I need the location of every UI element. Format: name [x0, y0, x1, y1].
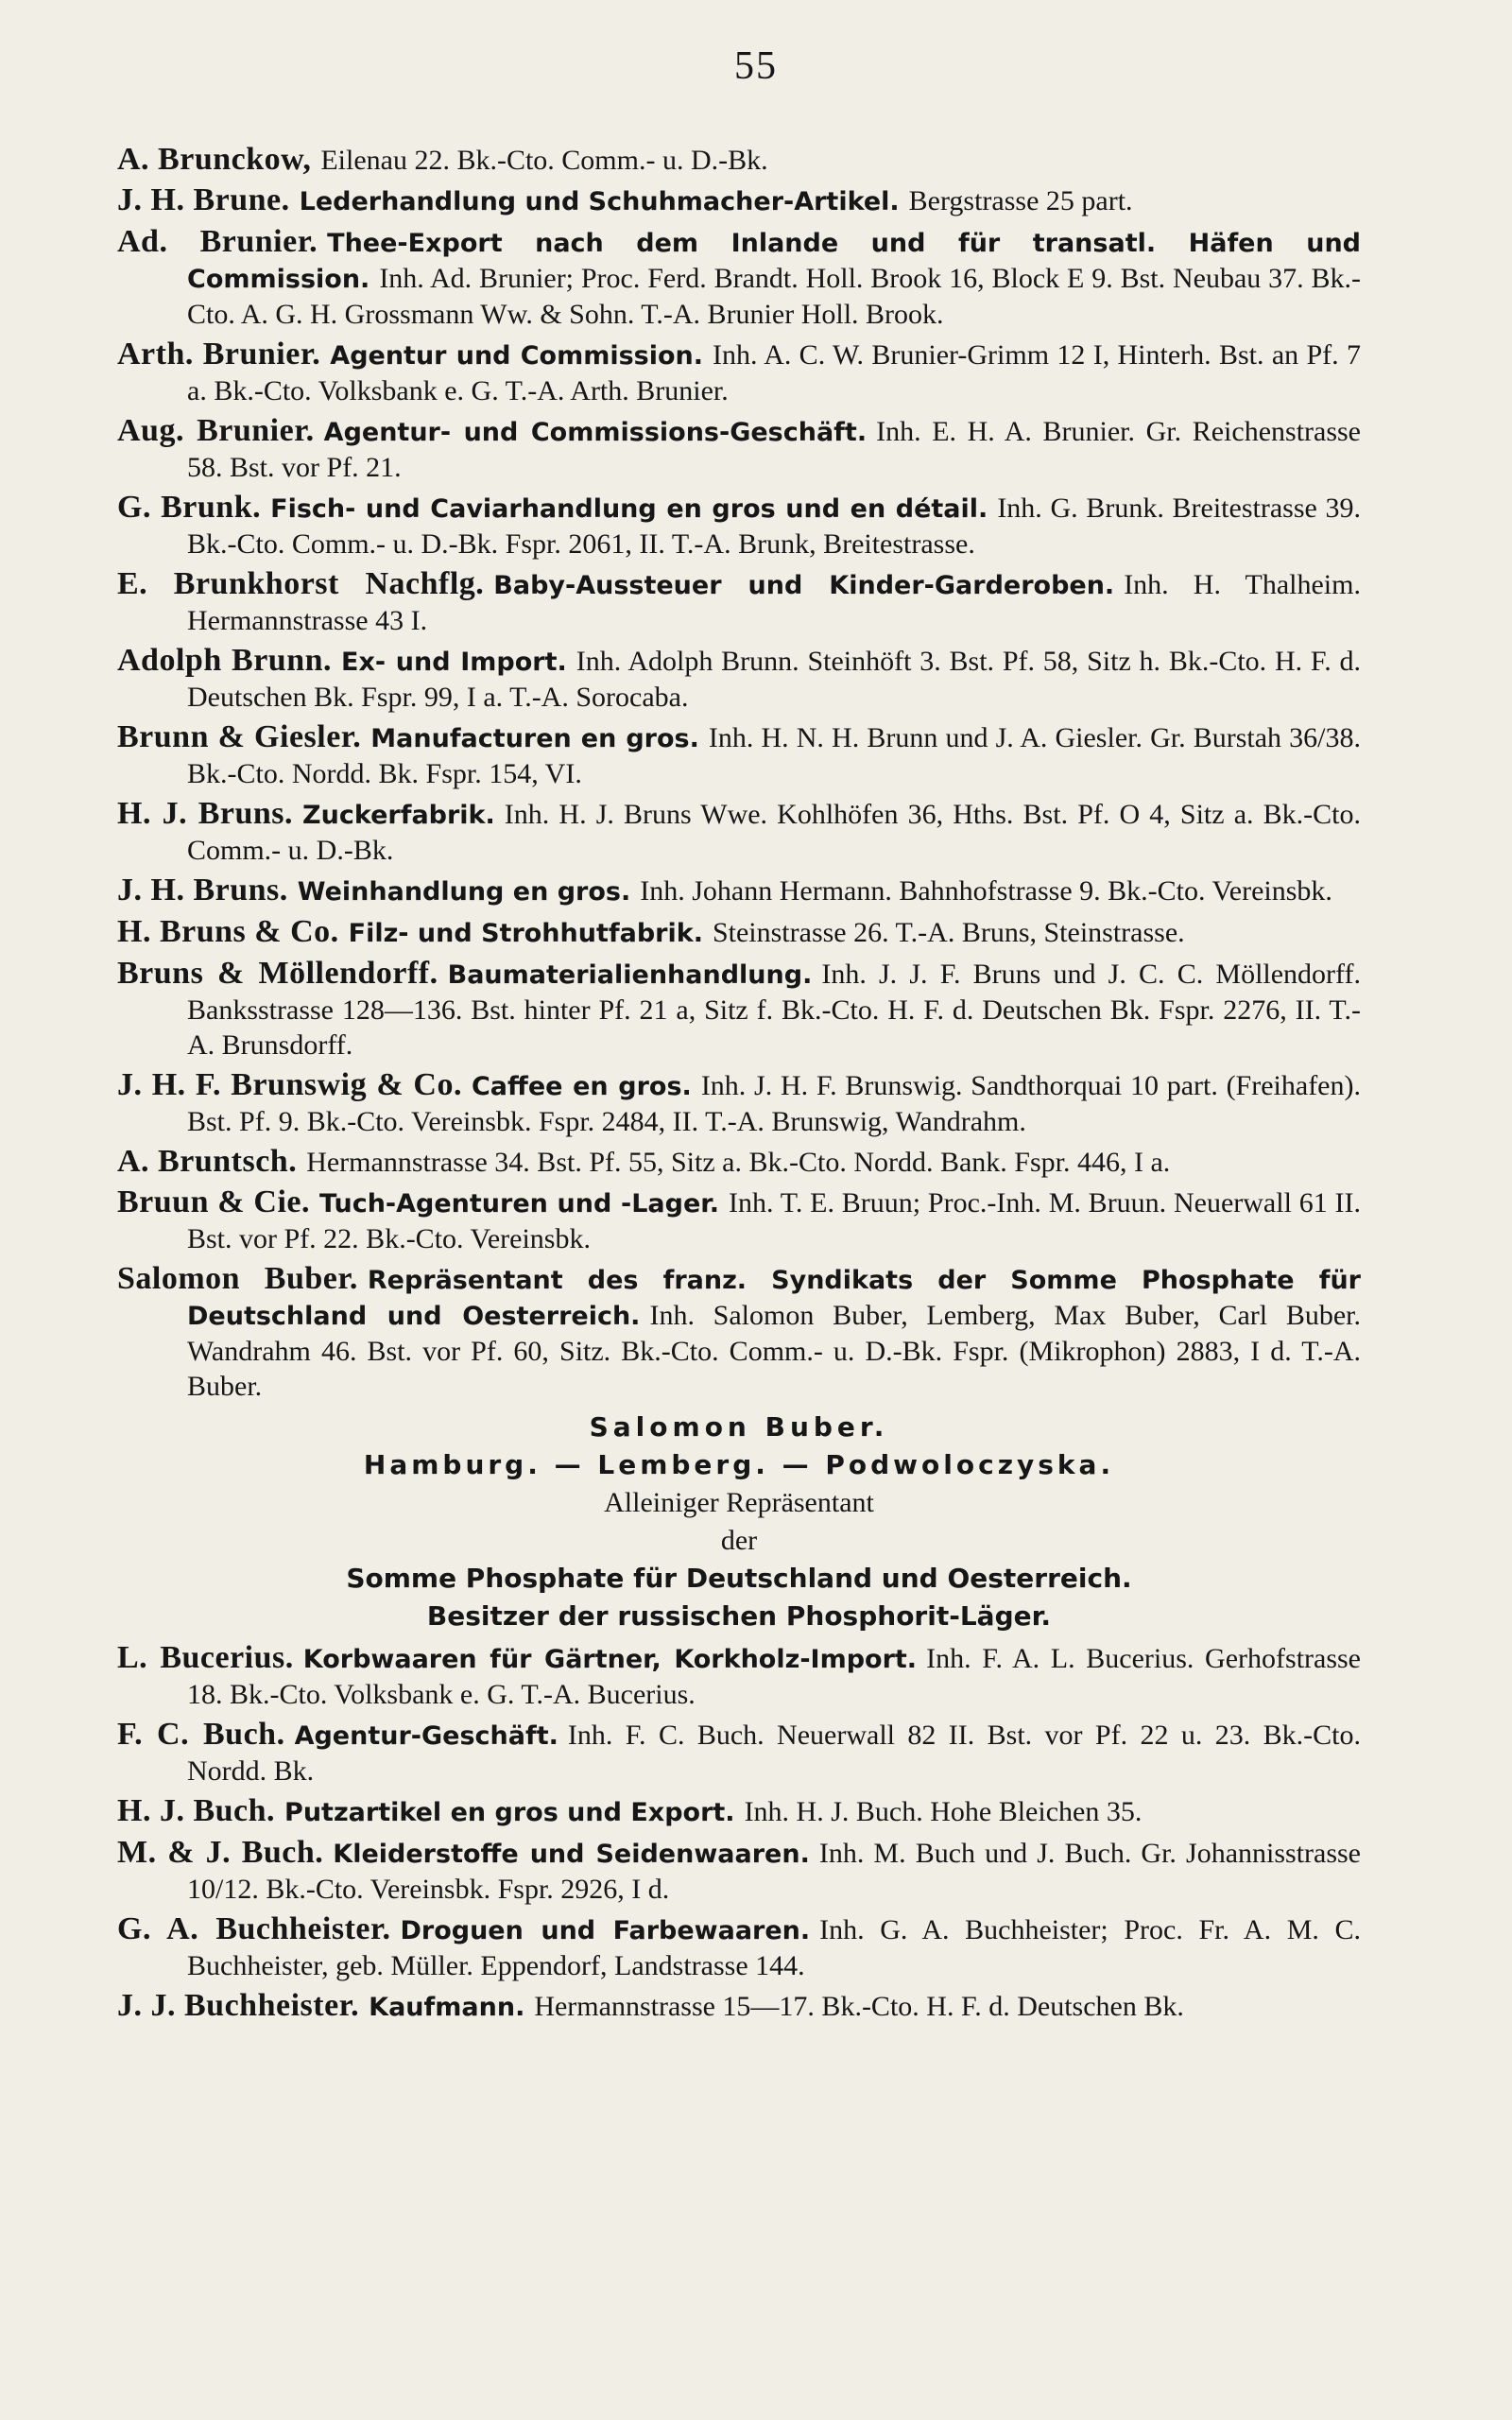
entry-business: Fisch- und Caviarhandlung en gros und en détail.: [270, 494, 988, 524]
directory-entry: [117, 873, 1361, 909]
ad-line-2: der: [720, 1525, 758, 1556]
entry-name: Bruun & Cie.: [117, 1184, 311, 1219]
entry-name: J. H. Brune.: [117, 182, 290, 217]
entry-name: Ad. Brunier.: [117, 224, 318, 259]
ad-name: Salomon Buber.: [589, 1411, 889, 1443]
entry-business: Ex- und Import.: [341, 648, 567, 677]
directory-entry: [117, 566, 1361, 638]
directory-entry: [117, 1640, 1361, 1712]
entry-name: Brunn & Giesler.: [117, 719, 362, 754]
entry-name: Aug. Brunier.: [117, 413, 315, 448]
ad-cities: Hamburg. — Lemberg. — Podwoloczyska.: [363, 1449, 1115, 1480]
directory-entry: [117, 1911, 1361, 1983]
entry-details: Eilenau 22. Bk.-Cto. Comm.- u. D.-Bk.: [320, 145, 768, 176]
entries-after-ad: [117, 1640, 1361, 2025]
directory-entry: [117, 1717, 1361, 1789]
directory-entry: [117, 1988, 1361, 2025]
directory-entry: [117, 1835, 1361, 1907]
entry-name: Arth. Brunier.: [117, 337, 321, 372]
entry-details: Inh. F. C. Buch. Neuerwall 82 II. Bst. vor Pf. 22 u. 23. Bk.-Cto. Nordd. Bk.: [187, 1720, 1361, 1787]
entry-business: Agentur und Commission.: [330, 341, 704, 371]
entry-name: J. H. F. Brunswig & Co.: [117, 1067, 462, 1102]
entry-name: J. J. Buchheister.: [117, 1988, 360, 2023]
entry-name: G. A. Buchheister.: [117, 1911, 391, 1946]
page-number: 55: [734, 44, 778, 88]
directory-entry: [117, 1793, 1361, 1830]
entry-details: Inh. A. C. W. Brunier-Grimm 12 I, Hinterh. Bst. an Pf. 7 a. Bk.-Cto. Volksbank e. G. T.-A. Arth. Brunier.: [187, 339, 1361, 406]
directory-entry: [117, 1067, 1361, 1139]
entry-name: J. H. Bruns.: [117, 873, 288, 908]
entry-name: F. C. Buch.: [117, 1717, 285, 1752]
directory-entry: [117, 719, 1361, 791]
entry-details: Inh. H. J. Buch. Hohe Bleichen 35.: [744, 1796, 1143, 1827]
entry-details: Inh. Salomon Buber, Lemberg, Max Buber, Carl Buber. Wandrahm 46. Bst. vor Pf. 60, Sitz. Bk.-Cto. Comm.- u. D.-Bk. Fspr. (Mikrophon) 2883, I d. T.-A. Buber.: [187, 1300, 1361, 1402]
entry-details: Hermannstrasse 34. Bst. Pf. 55, Sitz a. Bk.-Cto. Nordd. Bank. Fspr. 446, I a.: [306, 1147, 1171, 1178]
entry-details: Inh. J. H. F. Brunswig. Sandthorquai 10 part. (Freihafen). Bst. Pf. 9. Bk.-Cto. Vereinsbk. Fspr. 2484, II. T.-A. Brunswig, Wandrahm.: [187, 1070, 1361, 1137]
entry-business: Kleiderstoffe und Seidenwaaren.: [333, 1840, 810, 1869]
advertisement: [117, 1409, 1361, 1635]
entry-business: Lederhandlung und Schuhmacher-Artikel.: [299, 187, 900, 216]
ad-line-3: Somme Phosphate für Deutschland und Oesterreich.: [346, 1563, 1132, 1594]
entry-details: Inh. E. H. A. Brunier. Gr. Reichenstrasse 58. Bst. vor Pf. 21.: [187, 416, 1362, 483]
entry-business: Repräsentant des franz. Syndikats der Somme Phosphate für Deutschland und Oesterreich.: [187, 1266, 1361, 1331]
entry-business: Thee-Export nach dem Inlande und für transatl. Häfen und Commission.: [187, 229, 1361, 294]
entry-business: Tuch-Agenturen und -Lager.: [319, 1189, 720, 1219]
entry-details: Inh. T. E. Bruun; Proc.-Inh. M. Bruun. Neuerwall 61 II. Bst. vor Pf. 22. Bk.-Cto. Vereinsbk.: [187, 1187, 1361, 1254]
entry-business: Baby-Aussteuer und Kinder-Garderoben.: [493, 571, 1115, 600]
entry-business: Korbwaaren für Gärtner, Korkholz-Import.: [302, 1645, 918, 1674]
entry-business: Caffee en gros.: [471, 1072, 692, 1101]
entry-name: Adolph Brunn.: [117, 643, 333, 678]
directory-entry: [117, 914, 1361, 951]
entry-name: Bruns & Möllendorff.: [117, 956, 438, 991]
entry-details: Bergstrasse 25 part.: [908, 185, 1133, 216]
directory-entry: [117, 1261, 1361, 1404]
entry-business: Manufacturen en gros.: [370, 724, 699, 753]
entry-name: L. Bucerius.: [117, 1640, 294, 1675]
entry-name: A. Bruntsch.: [117, 1144, 298, 1179]
entry-details: Inh. F. A. L. Bucerius. Gerhofstrasse 18. Bk.-Cto. Volksbank e. G. T.-A. Bucerius.: [187, 1643, 1361, 1710]
entry-details: Hermannstrasse 15—17. Bk.-Cto. H. F. d. Deutschen Bk.: [534, 1991, 1184, 2022]
directory-entry: [117, 796, 1361, 868]
entry-details: Inh. Ad. Brunier; Proc. Ferd. Brandt. Holl. Brook 16, Block E 9. Bst. Neubau 37. Bk.-Cto. A. G. H. Grossmann Ww. & Sohn. T.-A. Brunier Holl. Brook.: [187, 263, 1361, 330]
entry-business: Baumaterialienhandlung.: [447, 960, 813, 990]
entry-name: Salomon Buber.: [117, 1261, 358, 1296]
entry-business: Putzartikel en gros und Export.: [284, 1798, 735, 1827]
directory-entry: [117, 1184, 1361, 1256]
entry-details: Inh. Johann Hermann. Bahnhofstrasse 9. Bk.-Cto. Vereinsbk.: [640, 875, 1332, 907]
entry-name: H. J. Buch.: [117, 1793, 276, 1828]
directory-entry: [117, 1144, 1361, 1180]
entry-details: Inh. G. Brunk. Breitestrasse 39. Bk.-Cto. Comm.- u. D.-Bk. Fspr. 2061, II. T.-A. Brunk, Breitestrasse.: [187, 493, 1361, 560]
directory-entry: [117, 643, 1361, 715]
entry-details: Inh. M. Buch und J. Buch. Gr. Johannisstrasse 10/12. Bk.-Cto. Vereinsbk. Fspr. 2926, I d.: [187, 1838, 1361, 1905]
entry-business: Weinhandlung en gros.: [297, 877, 631, 907]
entry-details: Inh. H. N. H. Brunn und J. A. Giesler. Gr. Burstah 36/38. Bk.-Cto. Nordd. Bk. Fspr. 154, VI.: [187, 722, 1361, 789]
directory-entry: [117, 337, 1361, 408]
entry-details: Inh. G. A. Buchheister; Proc. Fr. A. M. C. Buchheister, geb. Müller. Eppendorf, Landstrasse 144.: [187, 1914, 1361, 1981]
entry-name: M. & J. Buch.: [117, 1835, 324, 1870]
entry-name: H. J. Bruns.: [117, 796, 294, 831]
entry-details: Inh. H. J. Bruns Wwe. Kohlhöfen 36, Hths. Bst. Pf. O 4, Sitz a. Bk.-Cto. Comm.- u. D.-Bk.: [187, 799, 1362, 866]
entry-business: Agentur-Geschäft.: [294, 1721, 558, 1751]
entry-name: E. Brunkhorst Nachflg.: [117, 566, 485, 601]
directory-entries: [117, 142, 1361, 2030]
directory-entry: [117, 956, 1361, 1063]
entries-before-ad: [117, 142, 1361, 1404]
entry-business: Droguen und Farbewaaren.: [400, 1916, 811, 1945]
directory-entry: [117, 182, 1361, 219]
entry-name: G. Brunk.: [117, 490, 262, 525]
entry-business: Zuckerfabrik.: [302, 801, 495, 830]
entry-details: Inh. Adolph Brunn. Steinhöft 3. Bst. Pf. 58, Sitz h. Bk.-Cto. H. F. d. Deutschen Bk. Fspr. 99, I a. T.-A. Sorocaba.: [187, 646, 1361, 713]
entry-name: H. Bruns & Co.: [117, 914, 339, 949]
directory-entry: [117, 142, 1361, 178]
directory-entry: [117, 413, 1361, 485]
entry-details: Steinstrasse 26. T.-A. Bruns, Steinstrasse.: [712, 917, 1185, 948]
ad-line-4: Besitzer der russischen Phosphorit-Läger.: [426, 1600, 1052, 1632]
entry-business: Kaufmann.: [369, 1993, 525, 2022]
directory-entry: [117, 224, 1361, 332]
entry-name: A. Brunckow,: [117, 142, 312, 177]
entry-business: Filz- und Strohhutfabrik.: [348, 919, 703, 948]
entry-details: Inh. H. Thalheim. Hermannstrasse 43 I.: [187, 569, 1361, 636]
directory-entry: [117, 490, 1361, 562]
ad-line-1: Alleiniger Repräsentant: [604, 1487, 874, 1518]
entry-business: Agentur- und Commissions-Geschäft.: [323, 418, 868, 447]
entry-details: Inh. J. J. F. Bruns und J. C. C. Möllendorff. Banksstrasse 128—136. Bst. hinter Pf. 21 a, Sitz f. Bk.-Cto. H. F. d. Deutschen Bk. Fspr. 2276, II. T.-A. Brunsdorff.: [187, 959, 1361, 1061]
